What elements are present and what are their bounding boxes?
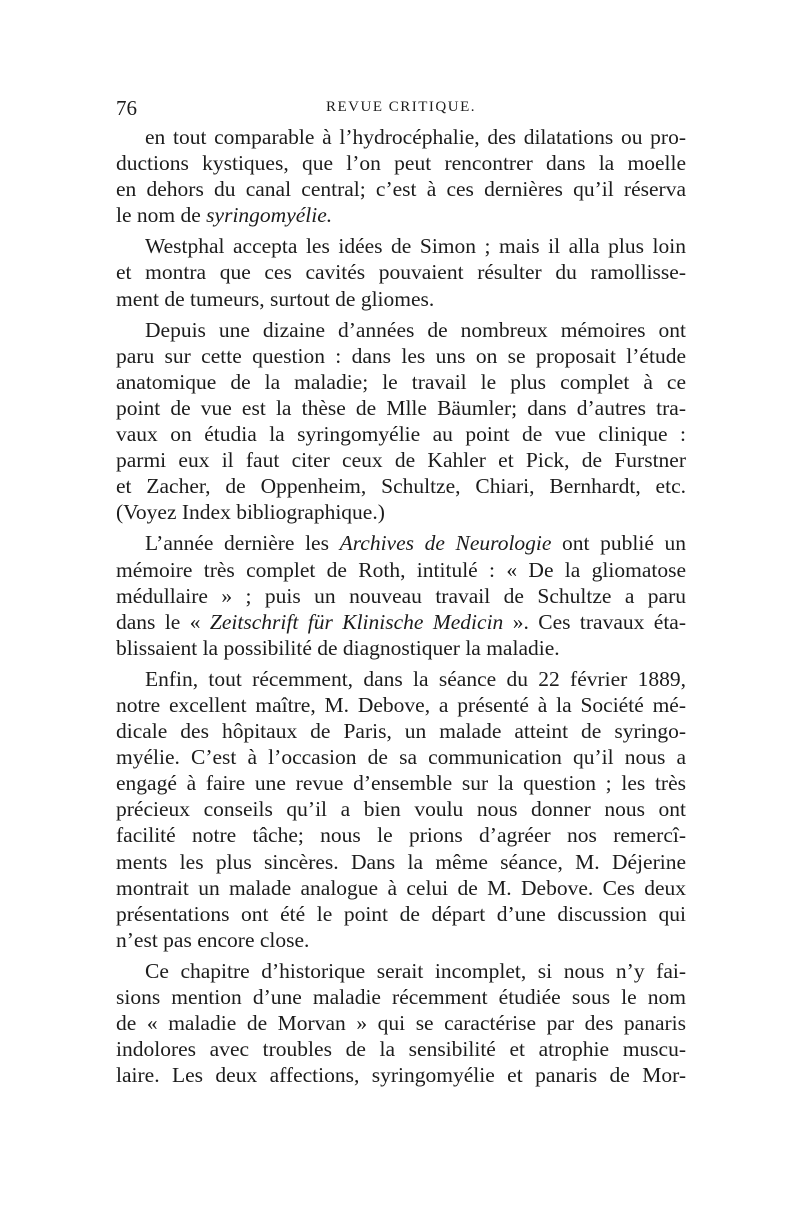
text-line: facilité notre tâche; nous le prions d’agréer nos remercî-	[116, 823, 686, 848]
text-line: Depuis une dizaine d’années de nombreux mémoires ont	[145, 317, 686, 342]
text-line: dans le « Zeitschrift für Klinische Medicin ». Ces travaux éta-	[116, 609, 687, 634]
italic-title: Archives de Neurologie	[339, 531, 552, 556]
text-line: parmi eux il faut citer ceux de Kahler et Pick, de Furstner	[116, 448, 686, 473]
text-line: n’est pas encore close.	[116, 927, 310, 952]
text-line: précieux conseils qu’il a bien voulu nous donner nous ont	[116, 797, 686, 822]
text-line: (Voyez Index bibliographique.)	[116, 500, 385, 525]
paragraph	[116, 958, 686, 1088]
text-line: engagé à faire une revue d’ensemble sur la question ; les très	[116, 771, 686, 796]
text-line: paru sur cette question : dans les uns on se proposait l’étude	[116, 343, 686, 368]
text-line: le nom de syringomyélie.	[116, 203, 333, 228]
text-line: myélie. C’est à l’occasion de sa communication qu’il nous a	[116, 745, 686, 770]
text-line: vaux on étudia la syringomyélie au point de vue clinique :	[116, 422, 686, 447]
text-line: L’année dernière les Archives de Neurologie ont publié un	[145, 531, 686, 556]
text-line: ment de tumeurs, surtout de gliomes.	[116, 286, 435, 311]
text-line: en tout comparable à l’hydrocéphalie, des dilatations ou pro-	[145, 125, 686, 149]
text-line: blissaient la possibilité de diagnostiquer la maladie.	[116, 635, 560, 660]
paragraph	[116, 317, 686, 526]
text-line: montrait un malade analogue à celui de M. Debove. Ces deux	[116, 875, 686, 900]
italic-title: Zeitschrift für Klinische Medicin	[209, 609, 504, 634]
text-line: Westphal accepta les idées de Simon ; mais il alla plus loin	[145, 234, 686, 259]
paragraph	[116, 530, 686, 660]
paragraph	[116, 666, 686, 953]
running-header	[116, 96, 686, 120]
text-line: ments les plus sincères. Dans la même séance, M. Déjerine	[116, 849, 686, 874]
paragraph	[116, 233, 686, 311]
text-line: notre excellent maître, M. Debove, a présenté à la Société mé-	[116, 692, 686, 717]
paragraph	[116, 124, 686, 228]
text-line: anatomique de la maladie; le travail le plus complet à ce	[116, 369, 686, 394]
text-line: ductions kystiques, que l’on peut rencontrer dans la moelle	[116, 151, 686, 176]
text-line: présentations ont été le point de départ d’une discussion qui	[116, 901, 686, 926]
text-line: point de vue est la thèse de Mlle Bäumler; dans d’autres tra-	[116, 395, 686, 420]
text-line: dicale des hôpitaux de Paris, un malade atteint de syringo-	[116, 719, 686, 744]
text-line: de « maladie de Morvan » qui se caractérise par des panaris	[116, 1011, 686, 1036]
text-line: médullaire » ; puis un nouveau travail de Schultze a paru	[116, 583, 686, 608]
page-number: 76	[116, 96, 137, 120]
text-body	[116, 124, 686, 1088]
text-line: Enfin, tout récemment, dans la séance du 22 février 1889,	[145, 666, 686, 691]
text-line: mémoire très complet de Roth, intitulé : « De la gliomatose	[116, 557, 686, 582]
text-line: sions mention d’une maladie récemment étudiée sous le nom	[116, 985, 686, 1009]
italic-title: syringomyélie.	[206, 203, 333, 228]
running-title: REVUE CRITIQUE.	[326, 99, 476, 115]
text-line: Ce chapitre d’historique serait incomplet, si nous n’y fai-	[145, 958, 686, 983]
text-line: en dehors du canal central; c’est à ces dernières qu’il réserva	[116, 177, 686, 202]
text-line: et Zacher, de Oppenheim, Schultze, Chiari, Bernhardt, etc.	[116, 474, 686, 499]
text-line: laire. Les deux affections, syringomyélie et panaris de Mor-	[116, 1063, 686, 1088]
text-line: indolores avec troubles de la sensibilité et atrophie muscu-	[116, 1037, 686, 1062]
text-line: et montra que ces cavités pouvaient résulter du ramollisse-	[116, 260, 686, 285]
